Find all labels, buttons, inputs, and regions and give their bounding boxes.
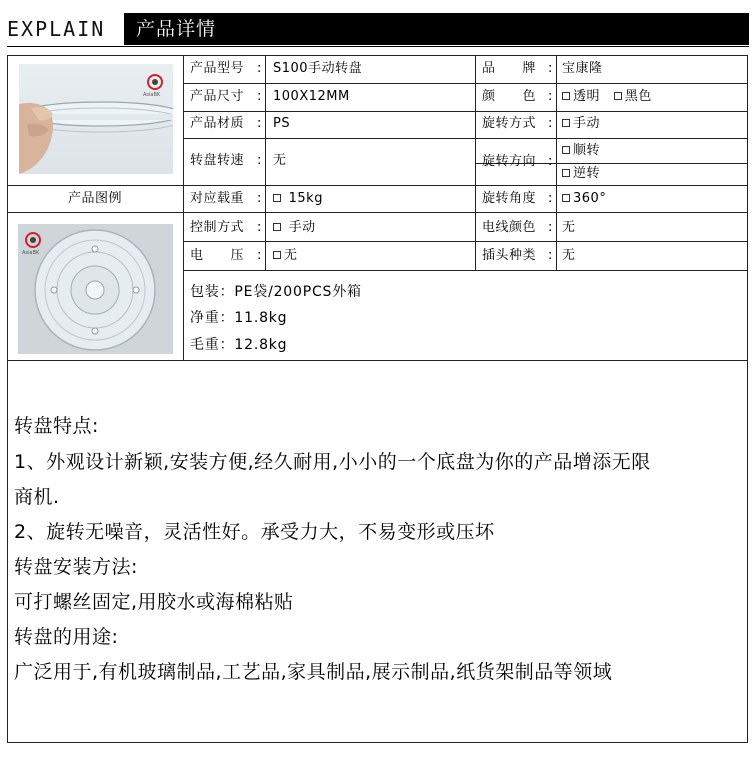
install-text: 可打螺丝固定,用胶水或海棉粘贴 <box>14 591 294 613</box>
option-black: 黑色 <box>624 89 652 104</box>
colon: : <box>257 89 262 104</box>
gross-weight: 毛重：12.8kg <box>190 337 288 353</box>
product-photo-top <box>18 224 173 354</box>
label-rotation-direction: 旋转方向 <box>482 154 537 169</box>
label-wire-color: 电线颜色 <box>482 220 537 235</box>
colon: : <box>257 191 262 206</box>
rule-col-photo <box>183 55 184 360</box>
colon: : <box>257 116 262 131</box>
brand-logo-text: AsiaBK <box>22 250 40 256</box>
value-rotation-mode-text: 手动 <box>573 116 601 131</box>
usage-title: 转盘的用途: <box>14 626 119 648</box>
page-title: 产品详情 <box>136 18 217 40</box>
value-load-text: 15kg <box>288 191 323 206</box>
brand-logo-text: AsiaBK <box>143 92 161 98</box>
value-voltage-text: 无 <box>284 248 298 263</box>
checkbox-clockwise[interactable] <box>562 146 570 154</box>
colon: : <box>257 220 262 235</box>
features-title: 转盘特点: <box>14 415 99 437</box>
label-brand: 品 牌 <box>482 61 537 76</box>
value-brand: 宝康隆 <box>562 61 603 76</box>
option-clockwise: 顺转 <box>573 143 601 158</box>
value-model: S100手动转盘 <box>273 61 363 76</box>
header-bar <box>124 13 749 45</box>
option-transparent: 透明 <box>573 89 601 104</box>
rule-row1 <box>183 83 748 84</box>
checkbox-manual[interactable] <box>562 119 570 127</box>
product-photo-side <box>19 64 173 174</box>
label-size: 产品尺寸 <box>190 89 245 104</box>
colon: : <box>257 61 262 76</box>
checkbox-voltage[interactable] <box>273 251 281 259</box>
label-rotation-mode: 旋转方式 <box>482 116 537 131</box>
rule-row3 <box>183 138 748 139</box>
colon: : <box>548 191 553 206</box>
option-counterclockwise: 逆转 <box>573 166 601 181</box>
value-wire-color: 无 <box>562 220 576 235</box>
photo-caption: 产品图例 <box>67 191 122 206</box>
colon: : <box>548 248 553 263</box>
checkbox-angle[interactable] <box>562 194 570 202</box>
feature-2: 2、旋转无噪音，灵活性好。承受力大，不易变形或压坏 <box>14 521 495 543</box>
label-speed: 转盘转速 <box>190 153 245 168</box>
value-control-text: 手动 <box>288 220 316 235</box>
colon: : <box>548 220 553 235</box>
value-rotation-angle-text: 360° <box>573 191 607 206</box>
colon: : <box>257 153 262 168</box>
value-direction-cw <box>562 140 600 162</box>
checkbox-black[interactable] <box>614 92 622 100</box>
rule-row6 <box>183 241 748 242</box>
header-divider <box>7 46 749 47</box>
colon: : <box>548 154 553 169</box>
rule-table-bottom <box>7 360 748 361</box>
packing-info: 包装：PE袋/200PCS外箱 <box>190 284 362 300</box>
net-weight: 净重：11.8kg <box>190 310 288 326</box>
label-model: 产品型号 <box>190 61 245 76</box>
checkbox-control[interactable] <box>273 223 281 231</box>
colon: : <box>548 61 553 76</box>
feature-1-line2: 商机. <box>14 486 60 508</box>
label-plug-type: 插头种类 <box>482 248 537 263</box>
rule-col-label1 <box>265 55 266 270</box>
value-speed: 无 <box>273 153 287 168</box>
rule-col-mid <box>475 55 476 270</box>
value-voltage <box>273 245 298 267</box>
value-load <box>273 188 323 210</box>
value-rotation-mode <box>562 113 600 135</box>
usage-text: 广泛用于,有机玻璃制品,工艺品,家具制品,展示制品,纸货架制品等领域 <box>14 661 613 683</box>
explain-heading: EXPLAIN <box>7 17 106 41</box>
checkbox-transparent[interactable] <box>562 92 570 100</box>
colon: : <box>548 116 553 131</box>
rule-row7 <box>183 270 748 271</box>
rule-caption-bottom <box>7 212 748 213</box>
brand-logo-icon <box>147 74 163 90</box>
brand-logo-icon <box>25 232 41 248</box>
rule-col-label2 <box>556 55 557 270</box>
label-load: 对应载重 <box>190 191 245 206</box>
label-color: 颜 色 <box>482 89 537 104</box>
value-plug-type: 无 <box>562 248 576 263</box>
feature-1-line1: 1、外观设计新颖,安装方便,经久耐用,小小的一个底盘为你的产品增添无限 <box>14 451 651 473</box>
label-material: 产品材质 <box>190 116 245 131</box>
rule-row2 <box>183 111 748 112</box>
value-rotation-angle <box>562 188 606 210</box>
value-size: 100X12MM <box>273 89 350 104</box>
value-material: PS <box>273 116 291 131</box>
checkbox-counterclockwise[interactable] <box>562 169 570 177</box>
value-control <box>273 217 316 239</box>
label-voltage: 电 压 <box>190 248 245 263</box>
value-color <box>562 86 652 108</box>
install-title: 转盘安装方法: <box>14 556 138 578</box>
colon: : <box>257 248 262 263</box>
value-direction-ccw <box>562 163 600 185</box>
label-rotation-angle: 旋转角度 <box>482 191 537 206</box>
colon: : <box>548 89 553 104</box>
label-control: 控制方式 <box>190 220 245 235</box>
checkbox-load[interactable] <box>273 194 281 202</box>
